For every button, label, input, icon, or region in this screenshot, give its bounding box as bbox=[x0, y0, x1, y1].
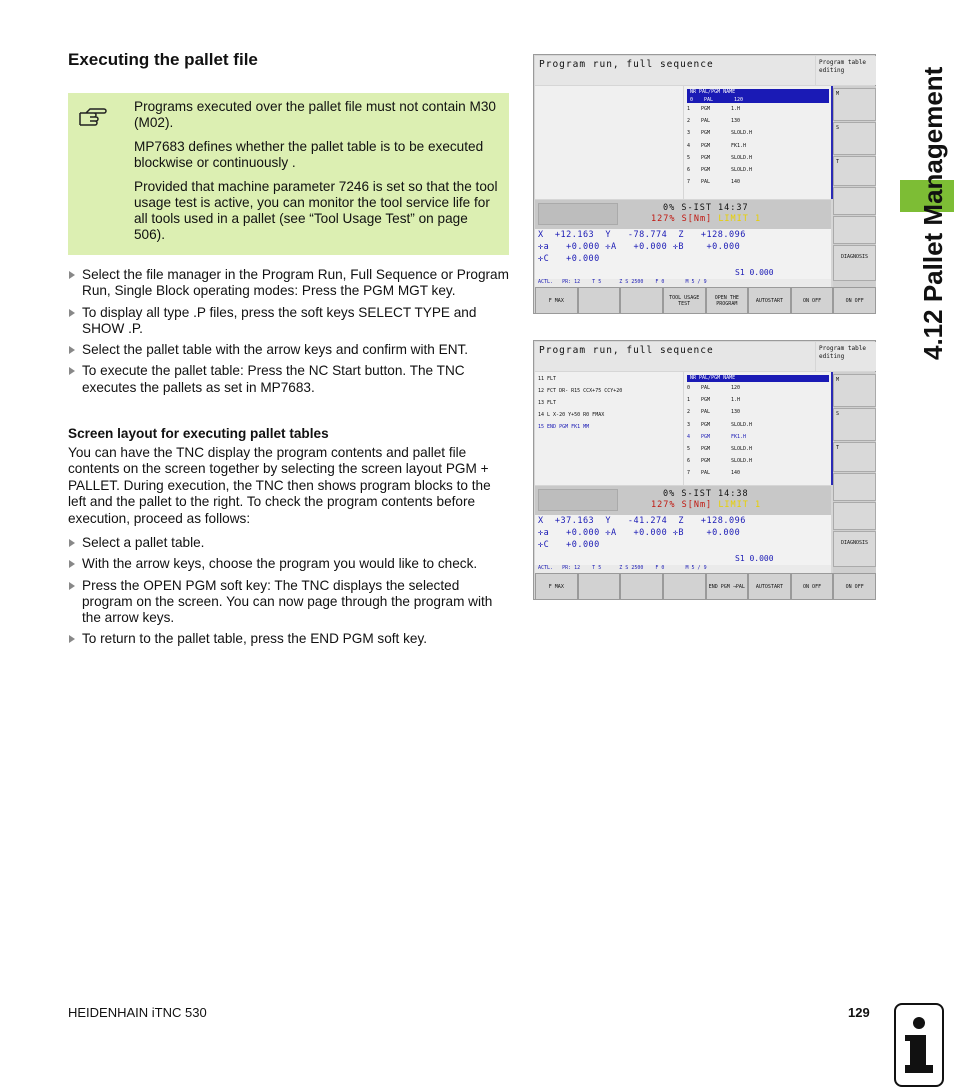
screen-title: Program run, full sequence bbox=[535, 342, 815, 371]
program-line: 13 FLT bbox=[538, 400, 557, 406]
note-paragraph: Programs executed over the pallet file must not contain M30 (M02). bbox=[134, 99, 496, 130]
softkey-autostart[interactable]: AUTOSTART bbox=[748, 287, 791, 314]
t-button[interactable]: T bbox=[833, 442, 876, 472]
note-box bbox=[68, 93, 509, 255]
s-button[interactable]: S bbox=[833, 408, 876, 441]
softkey-bar bbox=[535, 573, 876, 600]
s-button[interactable]: S bbox=[833, 122, 876, 155]
mode-label: Program table editing bbox=[816, 342, 876, 371]
softkey-blank[interactable] bbox=[663, 573, 706, 600]
pallet-row[interactable]: 2 PAL 130 bbox=[687, 409, 741, 416]
pointing-hand-icon bbox=[78, 103, 108, 129]
blank-button[interactable] bbox=[833, 502, 876, 530]
spindle-status: 0% S-IST 14:37 bbox=[663, 203, 749, 213]
chapter-title: 4.12 Pallet Management bbox=[918, 66, 948, 360]
tnc-screenshot-1 bbox=[533, 54, 876, 314]
blank-button[interactable] bbox=[833, 473, 876, 501]
program-line: 12 FCT DR- R15 CCX+75 CCY+20 bbox=[538, 388, 623, 394]
status-panel bbox=[535, 200, 831, 229]
pallet-row[interactable]: 4 PGM FK1.H bbox=[687, 433, 747, 440]
pallet-row[interactable]: 2 PAL 130 bbox=[687, 118, 741, 125]
t-button[interactable]: T bbox=[833, 156, 876, 186]
axis-display bbox=[535, 229, 831, 268]
program-line: 14 L X-20 Y+50 R0 FMAX bbox=[538, 412, 605, 418]
softkey-on-off[interactable]: ON OFF bbox=[791, 287, 834, 314]
softkey-end-pgm[interactable]: END PGM →PAL bbox=[706, 573, 749, 600]
actual-row: ACTL. PR: 12 T 5 Z S 2500 F 0 M 5 / 9 bbox=[535, 279, 831, 287]
pallet-row[interactable]: 5 PGM SLOLD.H bbox=[687, 446, 753, 453]
body-paragraph: You can have the TNC display the program contents and pallet file contents on the screen together by selecting the screen layout PGM + PALLET. During execution, the TNC then shows program blocks to the left and the pallet to the right. To check the program contents before execution, proceed as follows: bbox=[68, 445, 491, 526]
right-softkey-column bbox=[833, 86, 876, 312]
subheading: Screen layout for executing pallet tables bbox=[68, 426, 329, 441]
axis-row: ✛C +0.000 bbox=[538, 254, 600, 264]
blank-button[interactable] bbox=[833, 187, 876, 215]
right-softkey-column bbox=[833, 372, 876, 598]
pallet-row[interactable]: 4 PGM FK1.H bbox=[687, 142, 747, 149]
m-button[interactable]: M bbox=[833, 374, 876, 407]
screen-title: Program run, full sequence bbox=[535, 56, 815, 85]
pallet-row[interactable]: 3 PGM SLOLD.H bbox=[687, 421, 753, 428]
torque-status: 127% S[Nm] LIMIT 1 bbox=[651, 214, 762, 224]
step-item: Select the file manager in the Program Run, Full Sequence or Program Run, Single Block operating modes: Press the PGM MGT key. bbox=[68, 267, 513, 300]
softkey-on-off[interactable]: ON OFF bbox=[791, 573, 834, 600]
axis-display bbox=[535, 515, 831, 554]
section-heading: Executing the pallet file bbox=[68, 50, 258, 69]
softkey-tool-usage-test[interactable]: TOOL USAGE TEST bbox=[663, 287, 706, 314]
m-button[interactable]: M bbox=[833, 88, 876, 121]
mode-label: Program table editing bbox=[816, 56, 876, 85]
note-text bbox=[134, 99, 502, 251]
load-bar bbox=[538, 489, 618, 511]
note-paragraph: Provided that machine parameter 7246 is set so that the tool usage test is active, you can monitor the tool service life for all tools used in a pallet (see “Tool Usage Test” on page 506). bbox=[134, 179, 498, 242]
axis-row: ✛a +0.000 ✛A +0.000 ✛B +0.000 bbox=[538, 242, 741, 252]
step-item: Press the OPEN PGM soft key: The TNC displays the selected program on the screen. You can now page through the program with the arrow keys. bbox=[68, 578, 513, 627]
program-line: 15 END PGM FK1 MM bbox=[538, 424, 590, 430]
pallet-header: NR PAL/PGM NAME bbox=[687, 375, 829, 382]
torque-status: 127% S[Nm] LIMIT 1 bbox=[651, 500, 762, 510]
chapter-label bbox=[888, 30, 948, 360]
softkey-bar bbox=[535, 287, 876, 314]
pallet-row[interactable]: 7 PAL 140 bbox=[687, 179, 741, 186]
steps-list-1 bbox=[68, 267, 513, 401]
program-panel bbox=[535, 372, 683, 485]
diagnosis-button[interactable]: DIAGNOSIS bbox=[833, 531, 876, 567]
softkey-fmax[interactable]: F MAX bbox=[535, 573, 578, 600]
footer-product: HEIDENHAIN iTNC 530 bbox=[68, 1005, 207, 1020]
actual-row: ACTL. PR: 12 T 5 Z S 2500 F 0 M 5 / 9 bbox=[535, 565, 831, 573]
page-number: 129 bbox=[848, 1005, 870, 1020]
step-item: Select a pallet table. bbox=[68, 535, 513, 551]
pallet-table bbox=[684, 372, 831, 485]
axis-row: X +12.163 Y -78.774 Z +128.096 bbox=[538, 230, 746, 240]
softkey-blank[interactable] bbox=[578, 287, 621, 314]
axis-row: ✛C +0.000 bbox=[538, 540, 600, 550]
axis-row: X +37.163 Y -41.274 Z +128.096 bbox=[538, 516, 746, 526]
softkey-open-program[interactable]: OPEN THE PROGRAM bbox=[706, 287, 749, 314]
blank-button[interactable] bbox=[833, 216, 876, 244]
pallet-row[interactable]: 0 PAL 120 bbox=[687, 96, 829, 103]
step-item: With the arrow keys, choose the program you would like to check. bbox=[68, 556, 513, 572]
softkey-blank[interactable] bbox=[620, 573, 663, 600]
pallet-row[interactable]: 3 PGM SLOLD.H bbox=[687, 130, 753, 137]
softkey-autostart[interactable]: AUTOSTART bbox=[748, 573, 791, 600]
tnc-screenshot-2 bbox=[533, 340, 876, 600]
pallet-row[interactable]: 6 PGM SLOLD.H bbox=[687, 458, 753, 465]
softkey-fmax[interactable]: F MAX bbox=[535, 287, 578, 314]
spindle-row: S1 0.000 bbox=[535, 554, 831, 565]
pallet-row[interactable]: 6 PGM SLOLD.H bbox=[687, 167, 753, 174]
step-item: To execute the pallet table: Press the NC Start button. The TNC executes the pallets as set in MP7683. bbox=[68, 363, 513, 396]
softkey-on-off[interactable]: ON OFF bbox=[833, 573, 876, 600]
pallet-row[interactable]: 5 PGM SLOLD.H bbox=[687, 154, 753, 161]
pallet-table bbox=[684, 86, 831, 199]
program-line: 11 FLT bbox=[538, 376, 557, 382]
diagnosis-button[interactable]: DIAGNOSIS bbox=[833, 245, 876, 281]
axis-row: ✛a +0.000 ✛A +0.000 ✛B +0.000 bbox=[538, 528, 741, 538]
pallet-row[interactable]: 1 PGM 1.H bbox=[687, 106, 741, 113]
note-paragraph: MP7683 defines whether the pallet table is to be executed blockwise or continuously . bbox=[134, 139, 484, 170]
step-item: To return to the pallet table, press the END PGM soft key. bbox=[68, 631, 513, 647]
softkey-on-off[interactable]: ON OFF bbox=[833, 287, 876, 314]
spindle-status: 0% S-IST 14:38 bbox=[663, 489, 749, 499]
softkey-blank[interactable] bbox=[578, 573, 621, 600]
pallet-header: NR PAL/PGM NAME bbox=[687, 89, 829, 96]
step-item: Select the pallet table with the arrow keys and confirm with ENT. bbox=[68, 342, 513, 358]
softkey-blank[interactable] bbox=[620, 287, 663, 314]
pallet-row[interactable]: 7 PAL 140 bbox=[687, 470, 741, 477]
info-icon bbox=[894, 1003, 944, 1087]
pallet-row[interactable]: 0 PAL 120 bbox=[687, 385, 741, 392]
program-panel bbox=[535, 86, 683, 199]
status-panel bbox=[535, 486, 831, 515]
step-item: To display all type .P files, press the soft keys SELECT TYPE and SHOW .P. bbox=[68, 305, 513, 338]
pallet-row[interactable]: 1 PGM 1.H bbox=[687, 397, 741, 404]
steps-list-2 bbox=[68, 535, 513, 653]
spindle-row: S1 0.000 bbox=[535, 268, 831, 279]
load-bar bbox=[538, 203, 618, 225]
